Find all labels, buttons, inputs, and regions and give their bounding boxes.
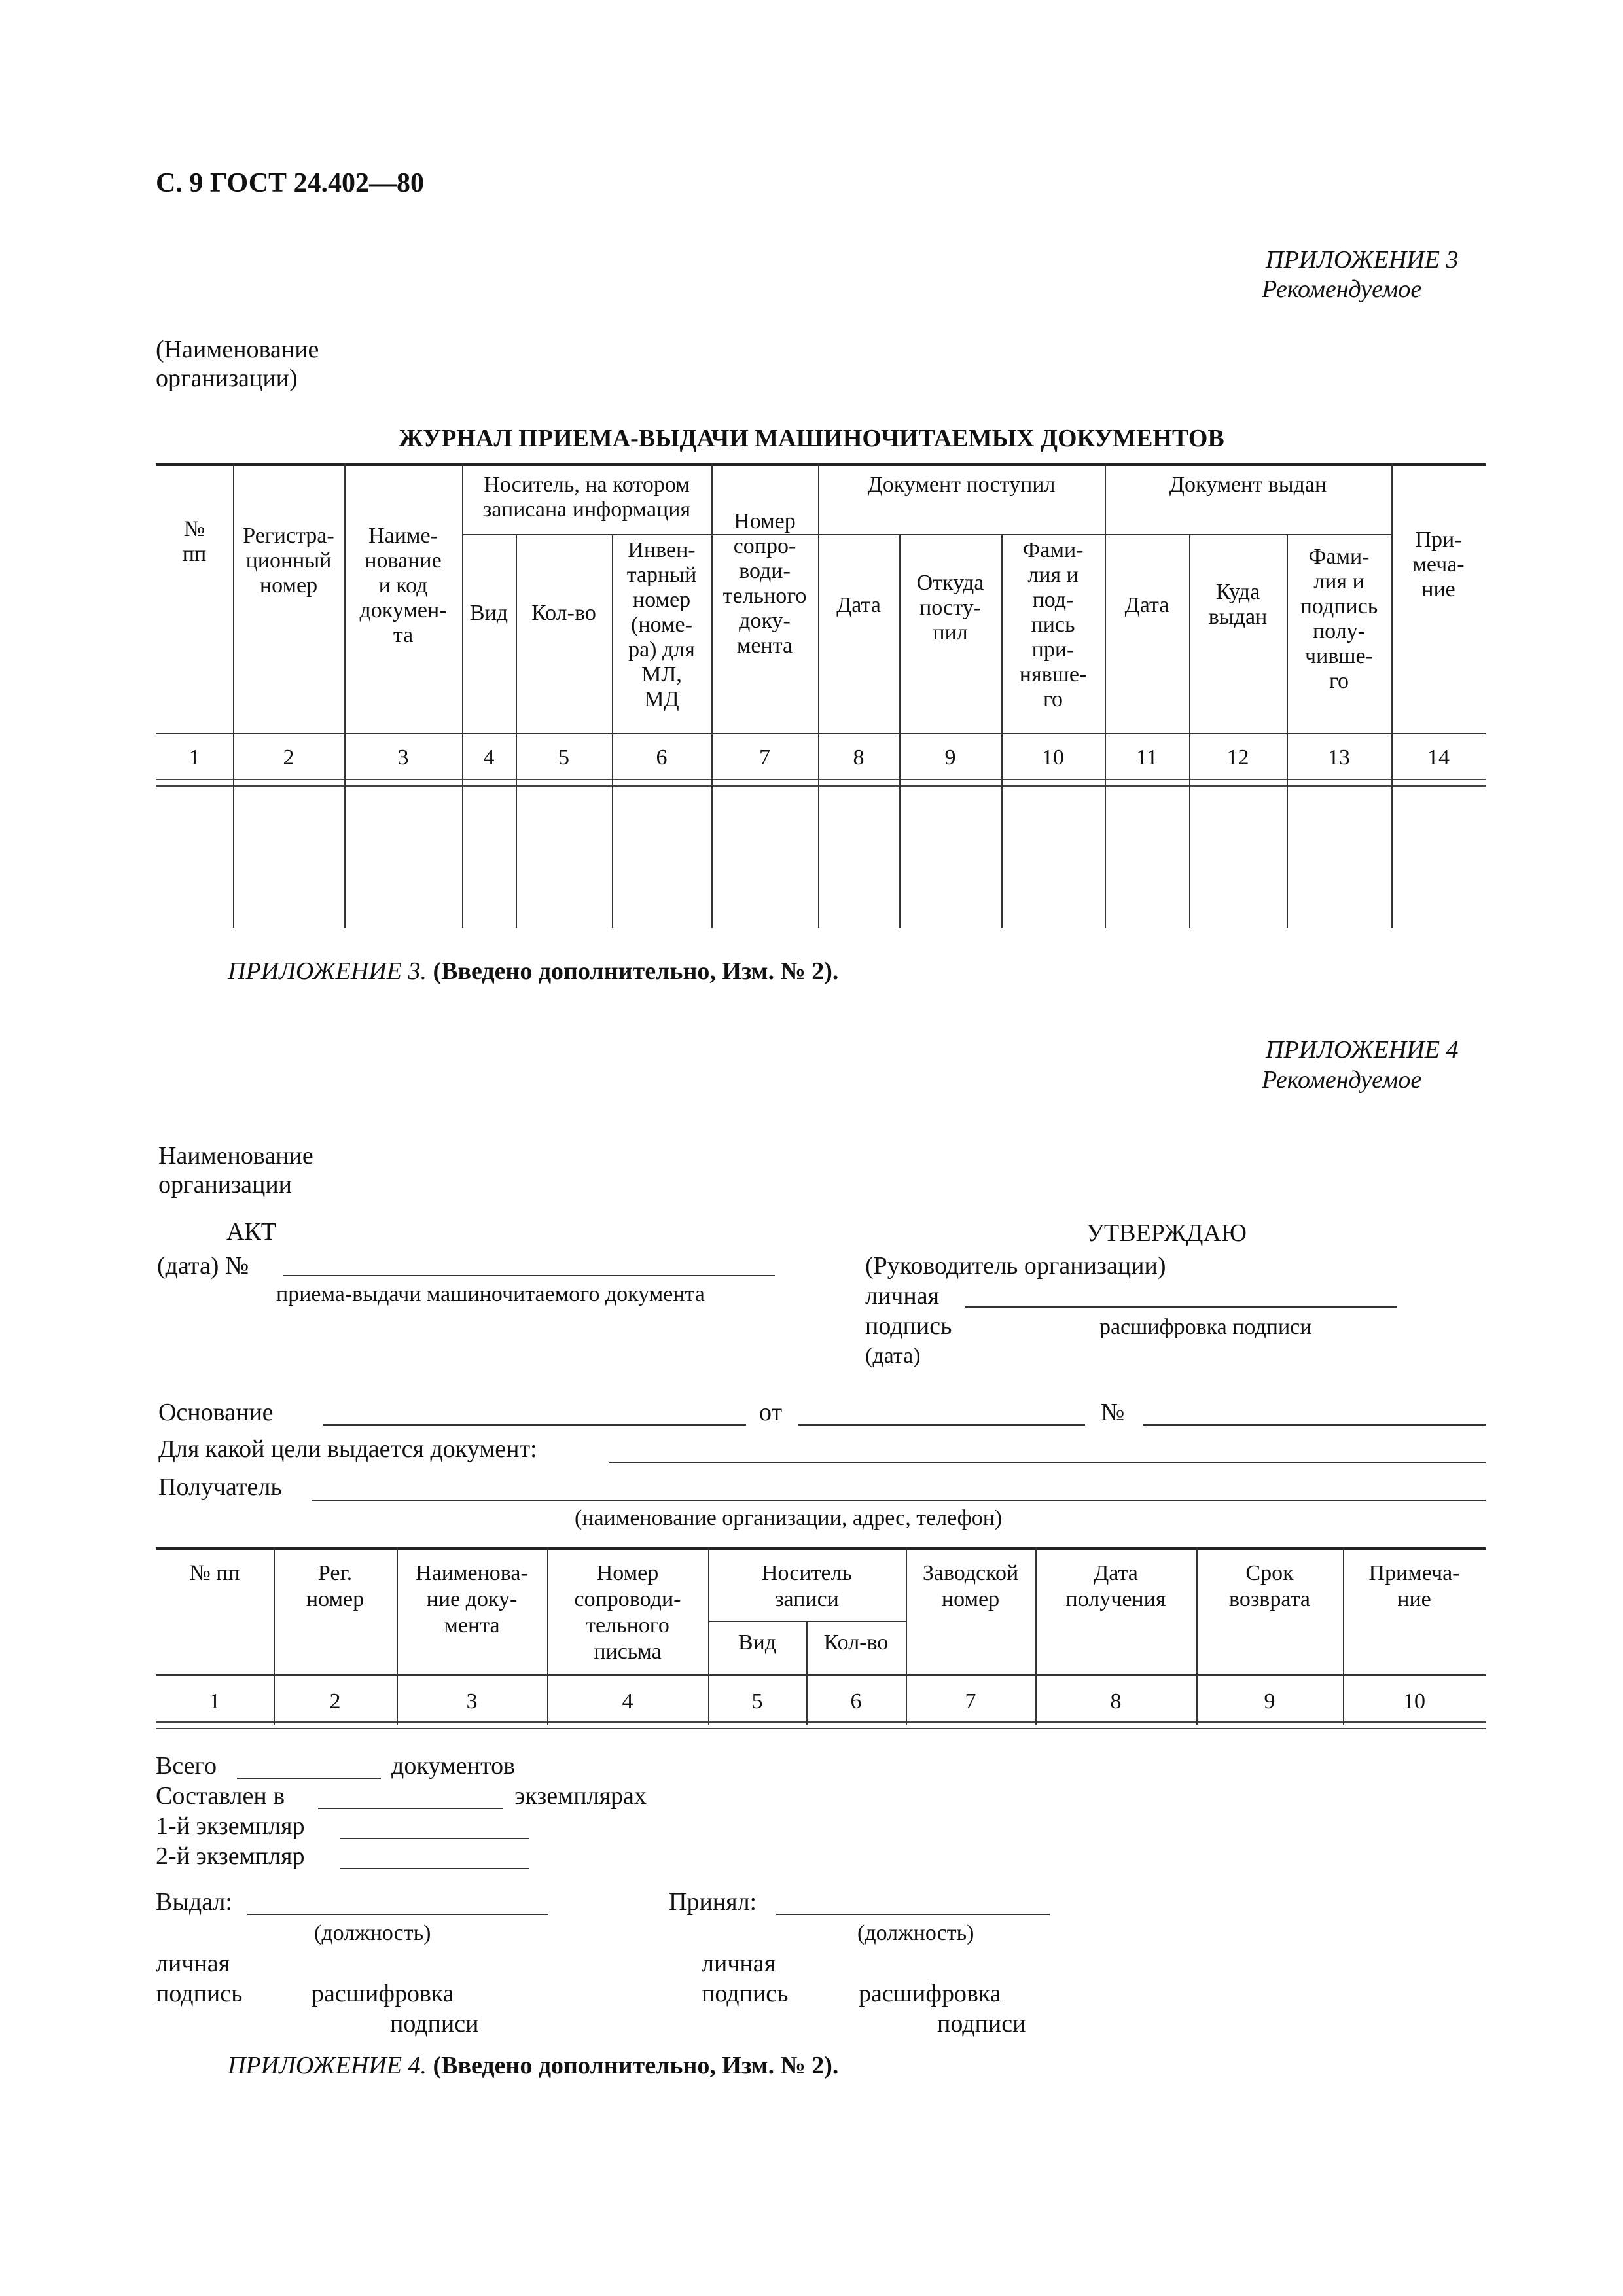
issued-signature-label: подпись (156, 1980, 243, 2007)
issued-decode-label: расшифровка (312, 1980, 454, 2007)
col-number: 9 (944, 745, 956, 770)
col-received-header: Документ поступил (867, 473, 1056, 497)
col-name-header: Наименова- ние доку- мента (416, 1561, 528, 1638)
col-issued-header: Документ выдан (1169, 473, 1327, 497)
col-number: 3 (397, 745, 409, 770)
col-return-header: Срок возврата (1229, 1561, 1310, 1611)
issued-by-line[interactable] (247, 1914, 548, 1915)
col-number: 10 (1403, 1689, 1425, 1713)
basis-input-line[interactable] (323, 1424, 746, 1426)
act-number-line (283, 1275, 775, 1276)
organization-label: (Наименование организации) (156, 336, 319, 392)
appendix-3-title: ПРИЛОЖЕНИЕ 3 (1266, 246, 1459, 274)
col-number: 5 (558, 745, 569, 770)
col-number: 7 (965, 1689, 976, 1713)
col-carrier-header: Носитель, на котором записана информация (482, 473, 691, 522)
table1-subheader-rule-1 (462, 534, 1391, 535)
appendix-4-subtitle: Рекомендуемое (1262, 1066, 1422, 1094)
col-name-header: Наиме- нование и код докумен- та (359, 524, 447, 647)
signature-label: подпись (865, 1312, 952, 1340)
col-number: 2 (329, 1689, 341, 1713)
col-note-header: Примеча- ние (1368, 1561, 1460, 1611)
col-cover-doc-header: Номер сопро- води- тельного доку- мента (722, 509, 807, 658)
recipient-label: Получатель (158, 1473, 282, 1501)
issued-personal-label: личная (156, 1950, 230, 1977)
col-number: 8 (1110, 1689, 1122, 1713)
col-number: 10 (1042, 745, 1064, 770)
from-input-line[interactable] (798, 1424, 1085, 1426)
copy-1-label: 1-й экземпляр (156, 1812, 305, 1840)
accepted-decode-label: расшифровка (859, 1980, 1001, 2007)
accepted-personal-label: личная (702, 1950, 776, 1977)
col-note-header: При- меча- ние (1412, 528, 1465, 601)
col-iss-date-header: Дата (1124, 593, 1169, 617)
col-carrier-qty-header: Кол-во (531, 601, 596, 625)
col-carrier-qty-header: Кол-во (823, 1630, 889, 1655)
footnote-label: ПРИЛОЖЕНИЕ 3. (228, 958, 427, 985)
col-number: 4 (622, 1689, 633, 1713)
issued-by-label: Выдал: (156, 1888, 232, 1916)
col-reg-header: Регистра- ционный номер (243, 524, 334, 598)
signature-decode-label: расшифровка подписи (1099, 1315, 1312, 1339)
col-reg-header: Рег. номер (306, 1561, 365, 1611)
accepted-decode-signature-label: подписи (937, 2010, 1026, 2037)
appendix-3-footnote (228, 957, 838, 986)
table2-double-rule (156, 1721, 1486, 1729)
table1-col-divider (462, 463, 463, 928)
accepted-by-label: Принял: (669, 1888, 757, 1916)
col-number: 4 (483, 745, 495, 770)
col-recv-date-header: Дата (836, 593, 881, 617)
act-date-number: (дата) № (157, 1252, 249, 1280)
number-label: № (1101, 1399, 1125, 1426)
col-number: 1 (209, 1689, 221, 1713)
col-letter-header: Номер сопроводи- тельного письма (574, 1561, 681, 1664)
col-number: 7 (759, 745, 770, 770)
number-input-line[interactable] (1143, 1424, 1486, 1426)
col-carrier-type-header: Вид (469, 601, 508, 625)
col-number: 13 (1328, 745, 1350, 770)
purpose-label: Для какой цели выдается документ: (158, 1435, 537, 1463)
col-number: 6 (850, 1689, 862, 1713)
issued-decode-signature-label: подписи (390, 2010, 479, 2037)
journal-title: ЖУРНАЛ ПРИЕМА-ВЫДАЧИ МАШИНОЧИТАЕМЫХ ДОКУМЕНТОВ (399, 425, 1224, 452)
col-iss-to-header: Куда выдан (1208, 580, 1268, 629)
total-input-line[interactable] (237, 1778, 381, 1779)
purpose-input-line[interactable] (609, 1462, 1486, 1463)
act-title: АКТ (226, 1218, 276, 1246)
organization-label: Наименование организации (158, 1142, 313, 1198)
col-number: 2 (283, 745, 294, 770)
act-caption: приема-выдачи машиночитаемого документа (276, 1282, 705, 1306)
made-in-label: Составлен в (156, 1782, 285, 1810)
col-number: 9 (1264, 1689, 1275, 1713)
total-label: Всего (156, 1752, 217, 1780)
table2-top-rule (156, 1547, 1486, 1550)
table1-top-rule (156, 463, 1486, 466)
col-number: 12 (1226, 745, 1249, 770)
col-recv-from-header: Откуда посту- пил (916, 571, 984, 645)
copy-2-line[interactable] (340, 1868, 529, 1869)
accepted-signature-label: подпись (702, 1980, 789, 2007)
col-num-header: № пп (182, 517, 207, 566)
copy-1-line[interactable] (340, 1838, 529, 1839)
appendix-4-title: ПРИЛОЖЕНИЕ 4 (1266, 1036, 1459, 1064)
col-carrier-header: Носитель записи (761, 1561, 853, 1611)
documents-label: документов (391, 1752, 516, 1780)
col-factory-header: Заводской номер (922, 1561, 1019, 1611)
col-num-header: № пп (189, 1561, 240, 1585)
copy-2-label: 2-й экземпляр (156, 1842, 305, 1870)
approve-signature-line (965, 1306, 1397, 1308)
col-number: 14 (1427, 745, 1450, 770)
col-number: 5 (751, 1689, 763, 1713)
date-label: (дата) (865, 1344, 921, 1368)
table1-col-divider (1105, 463, 1106, 928)
accepted-by-line[interactable] (776, 1914, 1050, 1915)
recipient-input-line[interactable] (312, 1500, 1486, 1501)
col-recv-sign-header: Фами- лия и под- пись при- нявше- го (1019, 538, 1087, 711)
col-number: 1 (188, 745, 200, 770)
col-iss-sign-header: Фами- лия и подпись полу- чивше- го (1300, 545, 1378, 693)
col-recv-date-header: Дата получения (1065, 1561, 1166, 1611)
head-of-organization: (Руководитель организации) (865, 1252, 1166, 1280)
appendix-4-footnote (228, 2051, 838, 2080)
recipient-caption: (наименование организации, адрес, телефон) (575, 1506, 1003, 1530)
footnote-label: ПРИЛОЖЕНИЕ 4. (228, 2052, 427, 2079)
personal-label: личная (865, 1282, 940, 1310)
table2-header-bottom-rule (156, 1674, 1486, 1676)
footnote-text: (Введено дополнительно, Изм. № 2). (433, 2052, 839, 2079)
table1-col-divider (818, 463, 819, 928)
table1-col-divider (516, 534, 517, 928)
col-carrier-inv-header: Инвен- тарный номер (номе- ра) для МЛ, МД (626, 538, 697, 711)
copies-label: экземплярах (514, 1782, 647, 1810)
copies-count-line[interactable] (318, 1808, 503, 1809)
col-number: 3 (466, 1689, 478, 1713)
appendix-3-subtitle: Рекомендуемое (1262, 276, 1422, 303)
col-number: 8 (853, 745, 865, 770)
col-carrier-type-header: Вид (738, 1630, 777, 1655)
col-number: 6 (656, 745, 668, 770)
approve-title: УТВЕРЖДАЮ (1086, 1219, 1247, 1247)
from-label: от (759, 1399, 783, 1426)
page-reference: С. 9 ГОСТ 24.402—80 (156, 168, 425, 198)
basis-label: Основание (158, 1399, 274, 1426)
issued-position-label: (должность) (314, 1921, 431, 1945)
footnote-text: (Введено дополнительно, Изм. № 2). (433, 958, 839, 985)
col-number: 11 (1136, 745, 1158, 770)
accepted-position-label: (должность) (857, 1921, 974, 1945)
